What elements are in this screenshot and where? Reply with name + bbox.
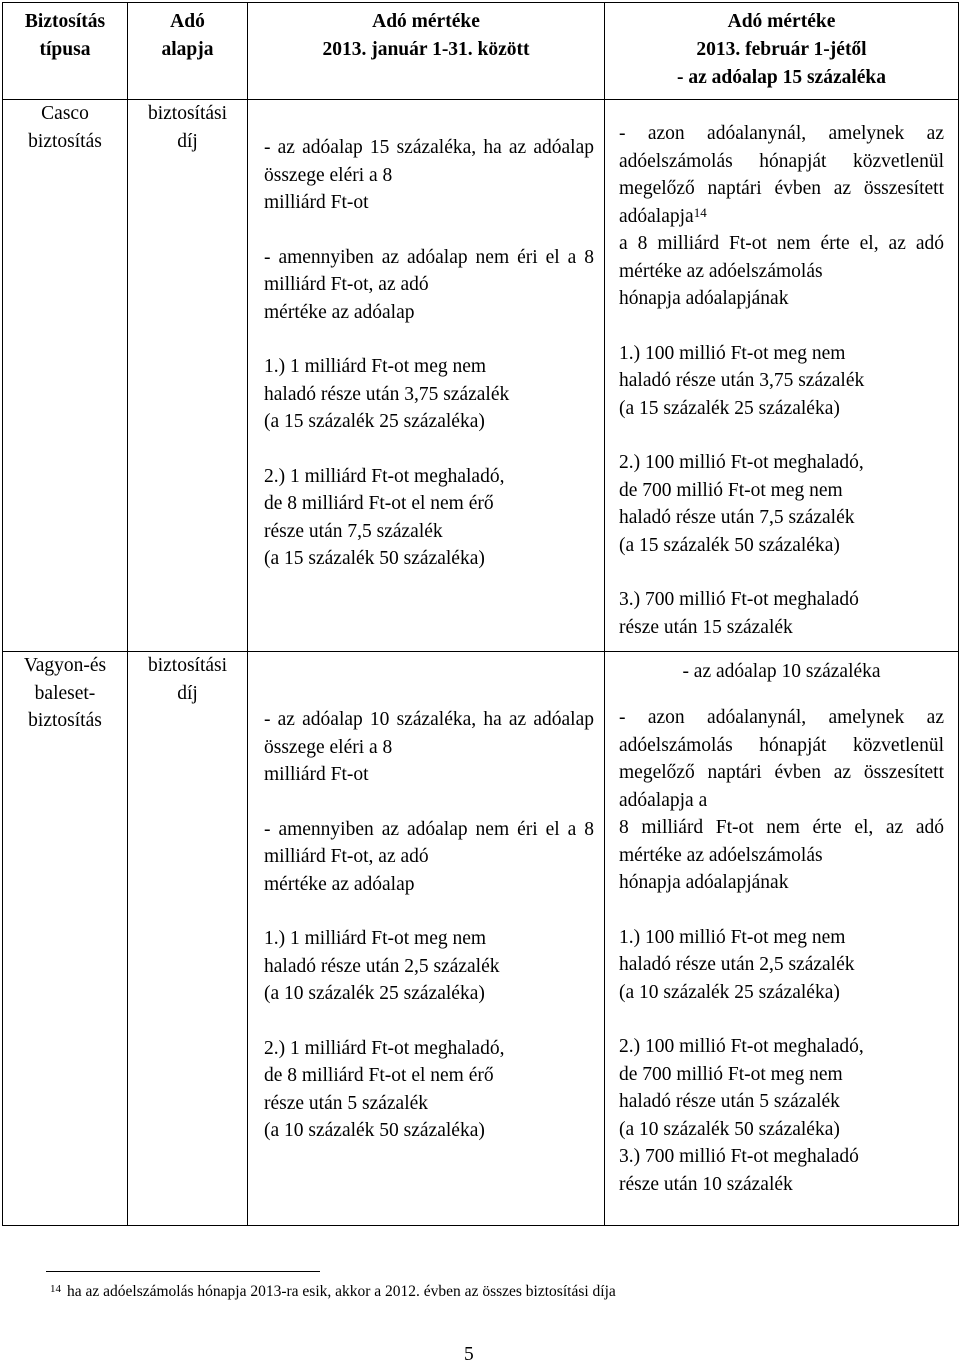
header-text: alapja — [161, 38, 214, 60]
bracket-line: (a 10 százalék 50 százaléka) — [264, 1120, 485, 1141]
header-subtext: - az adóalap 15 százaléka — [676, 67, 887, 88]
bracket-line: (a 15 százalék 50 százaléka) — [264, 548, 485, 569]
bracket-line: (a 10 százalék 25 százaléka) — [264, 983, 485, 1004]
bracket-line: haladó része után 3,75 százalék — [619, 370, 865, 391]
cell-text: mértéke az adóalap — [264, 301, 415, 323]
bracket-line: 1.) 1 milliárd Ft-ot meg nem — [264, 928, 487, 949]
header-insurance-type — [3, 3, 128, 100]
cell-paragraph: - amennyiben az adóalap nem éri el a 8 milliárd Ft-ot, az adó — [264, 818, 594, 867]
cell-text: biztosítás — [28, 130, 102, 152]
cell-text: díj — [177, 682, 198, 704]
vagyon-january-cell — [248, 652, 605, 1226]
bracket-line: része után 10 százalék — [619, 1173, 793, 1195]
cell-paragraph: - az adóalap 10 százaléka, ha az adóalap összege eléri a 8 — [264, 709, 594, 758]
bracket-line: 3.) 700 millió Ft-ot meghaladó — [619, 1146, 859, 1167]
cell-text: milliárd Ft-ot — [264, 764, 369, 785]
footnote-reference[interactable]: 14 — [693, 204, 707, 220]
bracket-line: (a 10 százalék 25 százaléka) — [619, 981, 840, 1003]
bracket-line: haladó része után 2,5 százalék — [619, 954, 855, 975]
page-number: 5 — [464, 1344, 474, 1365]
cell-text: mértéke az adóalap — [264, 873, 415, 895]
vagyon-type-cell — [3, 652, 128, 1226]
paragraph-text: - azon adóalanynál, amelynek az adóelszámolás hónapját közvetlenül megelőző naptári évben az összesített adóalapja — [619, 123, 944, 227]
table-row-vagyon — [3, 652, 959, 1226]
casco-february-cell — [605, 100, 959, 652]
header-text: Adó — [170, 11, 205, 32]
cell-paragraph: a 8 milliárd Ft-ot nem érte el, az adó mértéke az adóelszámolás — [619, 233, 944, 282]
bracket-line: 3.) 700 millió Ft-ot meghaladó — [619, 589, 859, 610]
footnote-number: 14 — [50, 1283, 61, 1295]
bracket-line: haladó része után 5 százalék — [619, 1091, 840, 1112]
header-text: Adó mértéke — [727, 11, 836, 32]
cell-text: hónapja adóalapjának — [619, 288, 789, 309]
bracket-line: 1.) 100 millió Ft-ot meg nem — [619, 342, 846, 364]
cell-text: biztosítási — [147, 655, 228, 676]
bracket-line: de 8 milliárd Ft-ot el nem érő — [264, 1065, 494, 1086]
bracket-line: de 700 millió Ft-ot meg nem — [619, 1063, 843, 1085]
vagyon-february-cell — [605, 652, 959, 1226]
bracket-line: (a 15 százalék 25 százaléka) — [264, 411, 485, 432]
cell-text: díj — [177, 130, 198, 152]
header-text: 2013. január 1-31. között — [322, 38, 530, 60]
bracket-line: de 700 millió Ft-ot meg nem — [619, 479, 843, 501]
bracket-line: 1.) 100 millió Ft-ot meg nem — [619, 926, 846, 948]
casco-base-cell — [128, 100, 248, 652]
bracket-line: (a 15 százalék 50 százaléka) — [619, 534, 840, 556]
bracket-line: 2.) 100 millió Ft-ot meghaladó, — [619, 452, 864, 473]
bracket-line: 1.) 1 milliárd Ft-ot meg nem — [264, 356, 487, 377]
header-rate-february — [605, 3, 959, 100]
cell-paragraph: 8 milliárd Ft-ot nem érte el, az adó mértéke az adóelszámolás — [619, 817, 944, 866]
cell-paragraph: - az adóalap 15 százaléka, ha az adóalap összege eléri a 8 — [264, 137, 594, 186]
bracket-line: 2.) 1 milliárd Ft-ot meghaladó, — [264, 1037, 505, 1059]
bracket-line: haladó része után 3,75 százalék — [264, 383, 510, 405]
header-row — [3, 3, 959, 100]
bracket-line: 2.) 100 millió Ft-ot meghaladó, — [619, 1036, 864, 1057]
bracket-line: (a 15 százalék 25 százaléka) — [619, 397, 840, 419]
header-tax-base — [128, 3, 248, 100]
footnote — [50, 1282, 616, 1302]
cell-paragraph: - azon adóalanynál, amelynek az adóelszámolás hónapját közvetlenül megelőző naptári évben az összesített adóalapja a — [619, 707, 944, 811]
cell-text: biztosítási — [147, 103, 228, 124]
cell-text: milliárd Ft-ot — [264, 192, 369, 213]
header-rate-january — [248, 3, 605, 100]
header-text: Adó mértéke — [372, 11, 480, 32]
vagyon-base-cell — [128, 652, 248, 1226]
casco-type-cell — [3, 100, 128, 652]
bracket-line: haladó része után 7,5 százalék — [619, 507, 855, 528]
cell-text: baleset- — [34, 682, 96, 704]
header-text: Biztosítás — [24, 11, 106, 32]
cell-text: biztosítás — [28, 710, 102, 731]
header-text: típusa — [39, 38, 91, 60]
header-text: 2013. február 1-jétől — [696, 38, 867, 60]
bracket-line: (a 10 százalék 50 százaléka) — [619, 1118, 840, 1140]
bracket-line: 2.) 1 milliárd Ft-ot meghaladó, — [264, 465, 505, 487]
cell-paragraph: - amennyiben az adóalap nem éri el a 8 milliárd Ft-ot, az adó — [264, 246, 594, 295]
bracket-line: de 8 milliárd Ft-ot el nem érő — [264, 493, 494, 514]
table-row-casco — [3, 100, 959, 652]
casco-january-cell — [248, 100, 605, 652]
rate-subheading: - az adóalap 10 százaléka — [682, 661, 881, 682]
bracket-line: része után 7,5 százalék — [264, 520, 443, 542]
cell-paragraph — [619, 120, 944, 230]
cell-text: Vagyon-és — [23, 655, 107, 676]
bracket-line: része után 5 százalék — [264, 1092, 429, 1114]
footnote-text: ha az adóelszámolás hónapja 2013-ra esik, akkor a 2012. évben az összes biztosítási díja — [67, 1283, 616, 1300]
bracket-line: része után 15 százalék — [619, 616, 793, 638]
footnote-separator — [46, 1271, 320, 1272]
tax-rate-table — [2, 2, 959, 1226]
cell-text: hónapja adóalapjának — [619, 872, 789, 893]
cell-text: Casco — [41, 103, 89, 124]
bracket-line: haladó része után 2,5 százalék — [264, 955, 500, 977]
